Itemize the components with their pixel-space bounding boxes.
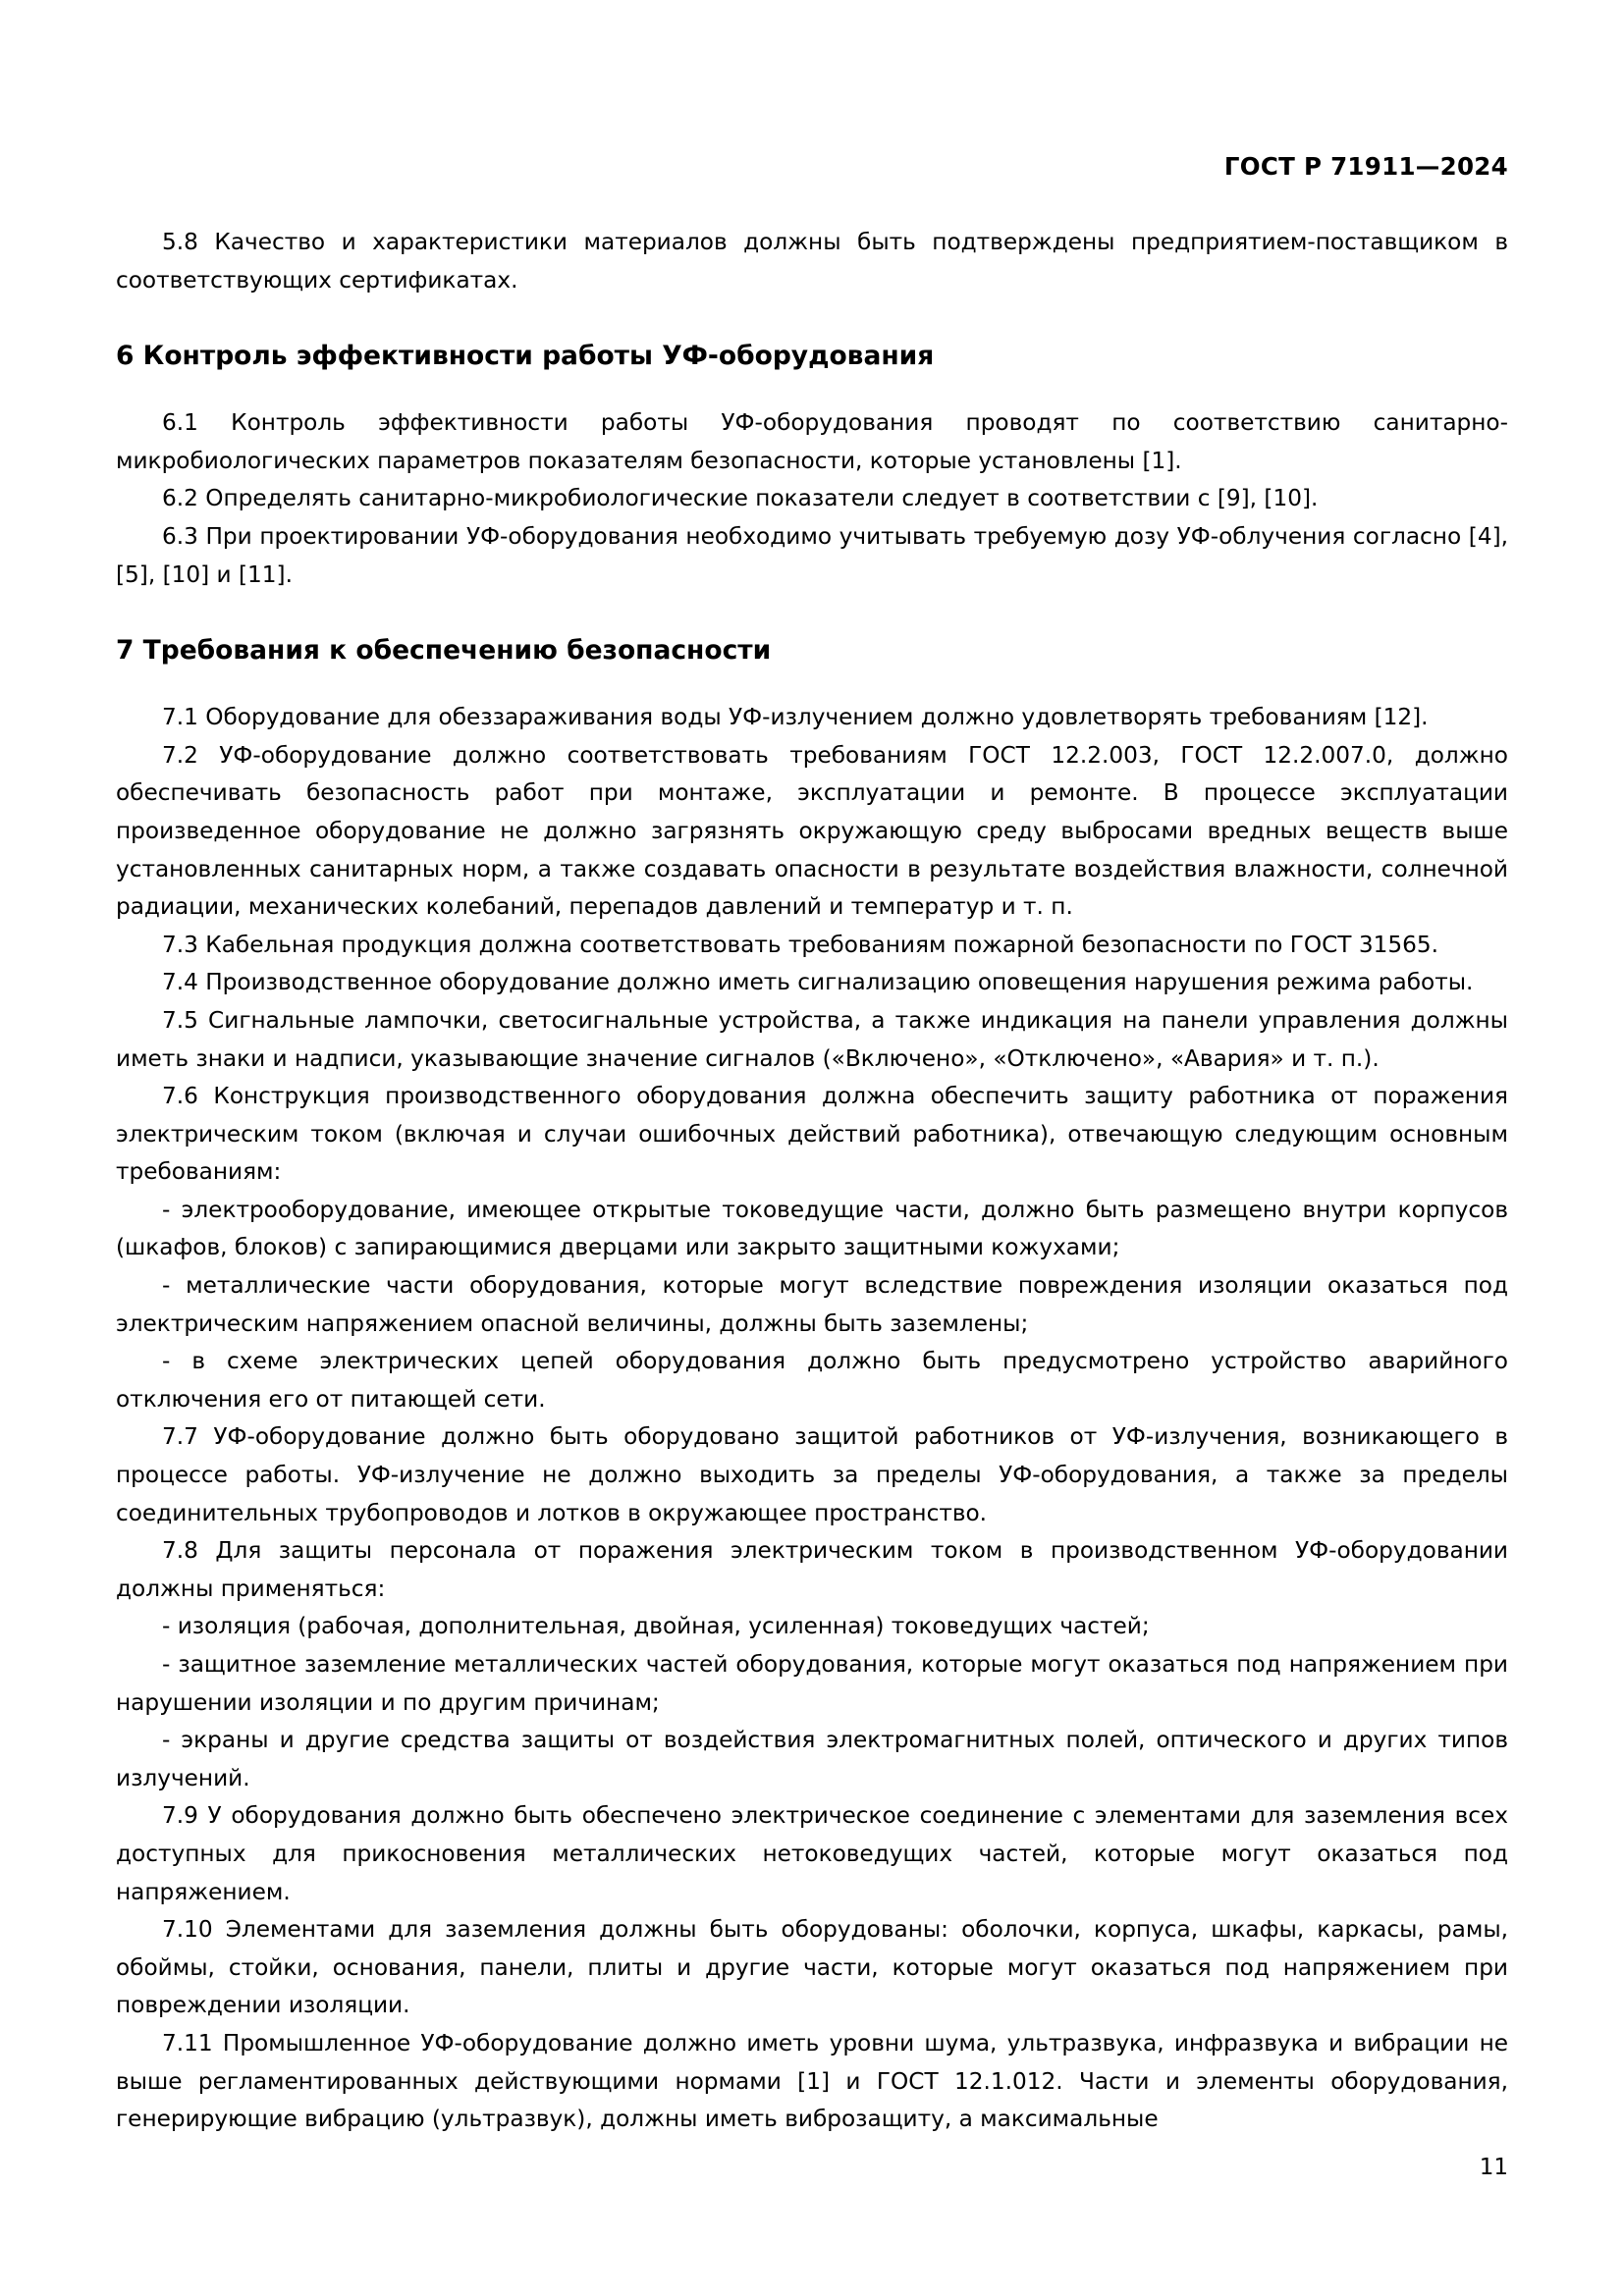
paragraph-7-5: 7.5 Сигнальные лампочки, светосигнальные устройства, а также индикация на панели управления должны иметь знаки и надписи, указывающие значение сигналов («Включено», «Отключено», «Авария» и т. п.). [116, 1006, 1508, 1072]
list-item-7-6-3: - в схеме электрических цепей оборудования должно быть предусмотрено устройство аварийного отключения его от питающей сети. [116, 1348, 1508, 1413]
section-heading-6: 6 Контроль эффективности работы УФ-оборудования [116, 341, 935, 372]
spacer [116, 669, 1508, 699]
paragraph-5-8: 5.8 Качество и характеристики материалов должны быть подтверждены предприятием-поставщиком в соответствующих сертификатах. [116, 229, 1508, 294]
paragraph-7-11: 7.11 Промышленное УФ-оборудование должно иметь уровни шума, ультразвука, инфразвука и вибрации не выше регламентированных действующими нормами [1] и ГОСТ 12.1.012. Части и элементы оборудования, генерирующие вибрацию (ультразвук), должны иметь виброзащиту, а максимальные [116, 2029, 1508, 2133]
list-item-7-8-1: - изоляция (рабочая, дополнительная, двойная, усиленная) токоведущих частей; [162, 1613, 1150, 1640]
paragraph-7-6: 7.6 Конструкция производственного оборудования должна обеспечить защиту работника от поражения электрическим током (включая и случаи ошибочных действий работника), отвечающую следующим основным требованиям: [116, 1083, 1508, 1186]
paragraph-7-8: 7.8 Для защиты персонала от поражения электрическим током в производственном УФ-оборудовании должны применяться: [116, 1537, 1508, 1602]
list-item-7-6-1: - электрооборудование, имеющее открытые токоведущие части, должно быть размещено внутри корпусов (шкафов, блоков) с запирающимися дверцами или закрыто защитными кожухами; [116, 1196, 1508, 1261]
paragraph-6-3: 6.3 При проектировании УФ-оборудования необходимо учитывать требуемую дозу УФ-облучения согласно [4], [5], [10] и [11]. [116, 522, 1508, 588]
list-item-7-8-3: - экраны и другие средства защиты от воздействия электромагнитных полей, оптического и других типов излучений. [116, 1727, 1508, 1791]
list-item-7-8-2: - защитное заземление металлических частей оборудования, которые могут оказаться под напряжением при нарушении изоляции и по другим причинам; [116, 1651, 1508, 1716]
paragraph-7-1: 7.1 Оборудование для обеззараживания воды УФ-излучением должно удовлетворять требованиям [12]. [162, 704, 1429, 731]
paragraph-6-1: 6.1 Контроль эффективности работы УФ-оборудования проводят по соответствию санитарно-микробиологических параметров показателям безопасности, которые установлены [1]. [116, 409, 1508, 474]
page-header-standard-id: ГОСТ Р 71911—2024 [1223, 152, 1508, 181]
paragraph-7-7: 7.7 УФ-оборудование должно быть оборудовано защитой работников от УФ-излучения, возникающего в процессе работы. УФ-излучение не должно выходить за пределы УФ-оборудования, а также за пределы соединительных трубопроводов и лотков в окружающее пространство. [116, 1423, 1508, 1526]
spacer [116, 594, 1508, 632]
page-body [116, 224, 1508, 2139]
paragraph-7-3: 7.3 Кабельная продукция должна соответствовать требованиям пожарной безопасности по ГОСТ 31565. [162, 931, 1438, 958]
paragraph-7-4: 7.4 Производственное оборудование должно иметь сигнализацию оповещения нарушения режима работы. [162, 969, 1474, 996]
section-heading-7: 7 Требования к обеспечению безопасности [116, 635, 772, 667]
spacer [116, 375, 1508, 404]
paragraph-7-9: 7.9 У оборудования должно быть обеспечено электрическое соединение с элементами для заземления всех доступных для прикосновения металлических нетоковедущих частей, которые могут оказаться под напряжением. [116, 1802, 1508, 1905]
paragraph-7-10: 7.10 Элементами для заземления должны быть оборудованы: оболочки, корпуса, шкафы, каркасы, рамы, обоймы, стойки, основания, панели, плиты и другие части, которые могут оказаться под напряжением при повреждении изоляции. [116, 1916, 1508, 2019]
list-item-7-6-2: - металлические части оборудования, которые могут вследствие повреждения изоляции оказаться под электрическим напряжением опасной величины, должны быть заземлены; [116, 1272, 1508, 1337]
spacer [116, 299, 1508, 338]
paragraph-7-2: 7.2 УФ-оборудование должно соответствовать требованиям ГОСТ 12.2.003, ГОСТ 12.2.007.0, должно обеспечивать безопасность работ при монтаже, эксплуатации и ремонте. В процессе эксплуатации произведенное оборудование не должно загрязнять окружающую среду выбросами вредных веществ выше установленных санитарных норм, а также создавать опасности в результате воздействия влажности, солнечной радиации, механических колебаний, перепадов давлений и температур и т. п. [116, 741, 1508, 921]
page-number: 11 [1479, 2155, 1508, 2180]
paragraph-6-2: 6.2 Определять санитарно-микробиологические показатели следует в соответствии с [9], [10]. [162, 485, 1319, 512]
